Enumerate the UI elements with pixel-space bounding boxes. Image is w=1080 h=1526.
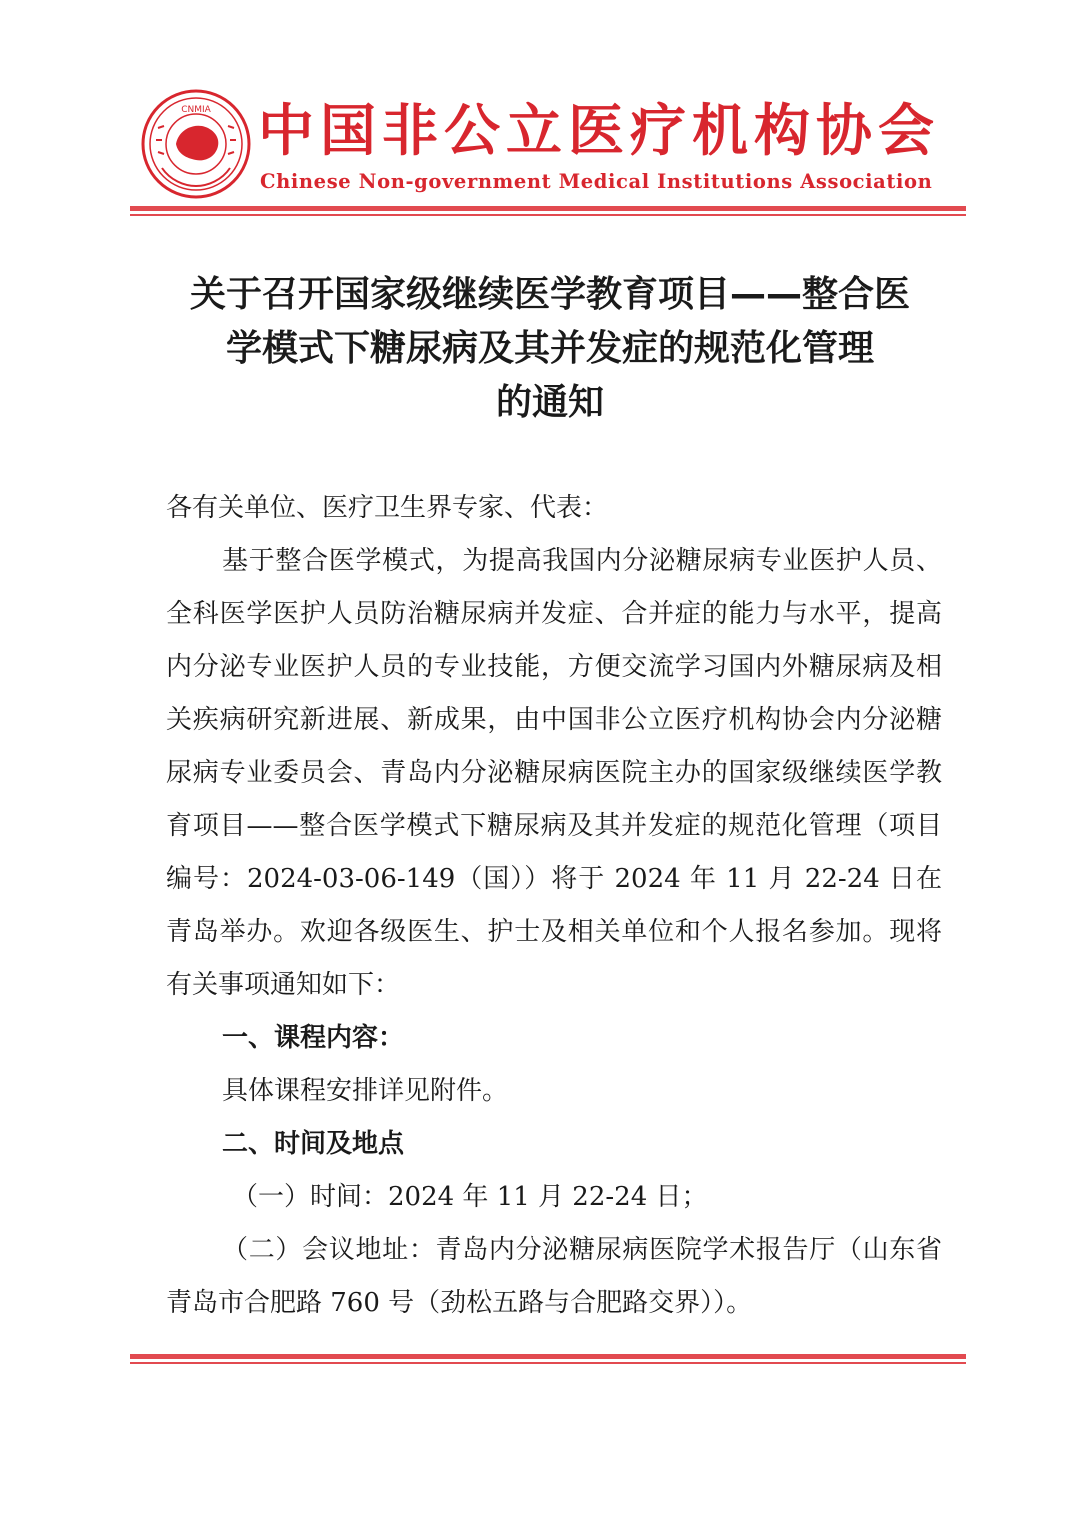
title-line: 学模式下糖尿病及其并发症的规范化管理 bbox=[225, 328, 874, 369]
seal-text: CNMIA bbox=[181, 105, 211, 115]
footer-divider bbox=[130, 1354, 966, 1364]
header-divider bbox=[130, 206, 966, 216]
salutation: 各有关单位、医疗卫生界专家、代表： bbox=[166, 493, 609, 523]
venue-text: （二）会议地址：青岛内分泌糖尿病医院学术报告厅（山东省青岛市合肥路 760 号（劲松五路与合肥路交界））。 bbox=[166, 1235, 942, 1318]
notice-body bbox=[166, 482, 942, 1330]
organization-name-en: Chinese Non-government Medical Institutions Association bbox=[260, 170, 933, 193]
title-line: 关于召开国家级继续医学教育项目——整合医 bbox=[189, 274, 910, 315]
time-text: （一）时间：2024 年 11 月 22-24 日； bbox=[232, 1182, 708, 1212]
section-heading-course: 一、课程内容： bbox=[222, 1023, 405, 1053]
section-heading-time-place: 二、时间及地点 bbox=[222, 1129, 405, 1159]
organization-name-cn: 中国非公立医疗机构协会 bbox=[258, 98, 940, 164]
notice-title bbox=[150, 268, 950, 430]
course-text: 具体课程安排详见附件。 bbox=[222, 1076, 509, 1106]
intro-paragraph: 基于整合医学模式，为提高我国内分泌糖尿病专业医护人员、全科医学医护人员防治糖尿病并发症、合并症的能力与水平，提高内分泌专业医护人员的专业技能，方便交流学习国内外糖尿病及相关疾病研究新进展、新成果，由中国非公立医疗机构协会内分泌糖尿病专业委员会、青岛内分泌糖尿病医院主办的国家级继续医学教育项目——整合医学模式下糖尿病及其并发症的规范化管理（项目编号：2024-03-06-149（国））将于 2024 年 11 月 22-24 日在青岛举办。欢迎各级医生、护士及相关单位和个人报名参加。现将有关事项通知如下： bbox=[166, 546, 942, 1000]
association-seal-icon bbox=[140, 88, 252, 200]
letterhead bbox=[140, 88, 960, 208]
title-line: 的通知 bbox=[495, 382, 604, 423]
